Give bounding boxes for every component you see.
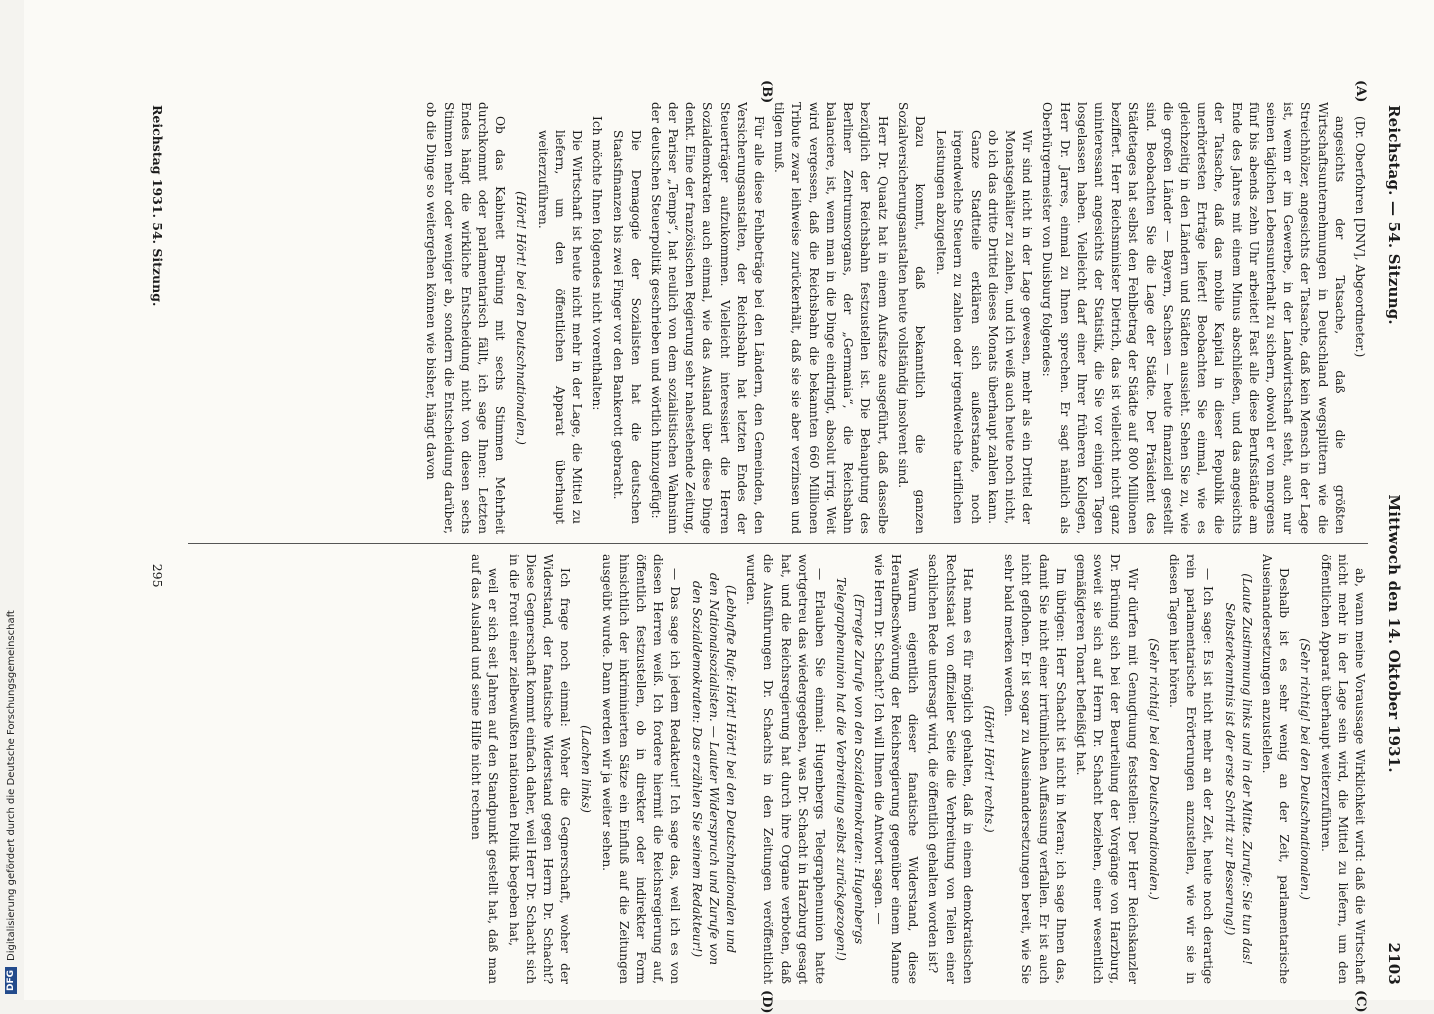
margin-marker-b: (B) [759,80,774,104]
paragraph: Deshalb ist es sehr wenig an der Zeit, parlamentarische Auseinandersetzungen anzustellen. [1259,554,1292,984]
paragraph: weil er sich seit Jahren auf den Standpunkt gestellt hat, daß man auf das Ausland und seine Hilfe nicht rechnen [469,554,501,984]
paragraph: ab, wann meine Voraussage Wirklichkeit wird: daß die Wirtschaft nicht mehr in der Lage sein wird, die Mittel zu liefern, um den öffentlichen Apparat überhaupt weiterzuführen. [1318,554,1367,984]
paragraph: — Das sage ich jedem Redakteur! Ich sage das, weil ich es von diesen Herren weiß. Ich fordere hiermit die Reichsregierung auf, öffentlich festzustellen, ob in direkter oder indirekter Form hinsichtlich der inkriminierten Sätze ein Einfluß auf die Zeitungen ausgeübt wurde. Dann werden wir ja weiter sehen. [599,554,683,984]
paragraph: Dazu kommt, daß bekanntlich die ganzen Sozialversicherungsanstalten heute vollständig insolvent sind. [895,102,927,534]
interjection: (Sehr richtig! bei den Deutschnationalen.) [1298,638,1313,900]
paragraph: Wir dürfen mit Genugtuung feststellen: Der Herr Reichskanzler Dr. Brüning sich bei der Beurteilung der Vorgänge von Harzburg, soweit sie sich auf Herrn Dr. Schacht beziehen, einer wesentlich gemäßigteren Tonart befleißigt hat. [1073,554,1140,984]
margin-marker-d: (D) [759,990,774,1014]
digitization-note: Digitalisierung gefördert durch die Deutsche Forschungsgemeinschaft [5,610,17,961]
column-divider [188,543,1368,544]
interjection: (Hört! Hört! bei den Deutschnationalen.) [514,191,529,445]
paragraph: Ob das Kabinett Brüning mit sechs Stimmen Mehrheit durchkommt oder parlamentarisch fällt, ich sage Ihnen: Letzten Endes hängt die wirkliche Entscheidung nicht von diesen sechs Stimmen mehr oder weniger ab, sondern die Entscheidung darüber, ob die Dinge so weitergehen können wie bisher, hängt davon [424,102,508,534]
right-column [188,554,1368,984]
interjection: (Erregte Zurufe von den Sozialdemokraten: Hugenbergs Telegraphenunion hat die Verbreitung selbst zurückgezogen!) [834,577,866,961]
interjection: (Lachen links) [579,725,594,813]
page-header [1382,105,1406,985]
quotation: Wir sind nicht in der Lage gewesen, mehr als ein Drittel der Monatsgehälter zu zahlen, und ich weiß auch heute noch nicht, ob ich das dritte Drittel dieses Monats überhaupt zahlen kann. Ganze Stadtteile erklären sich außerstande, noch irgendwelche Steuern zu zahlen oder irgendwelche tariflichen Leistungen abzugelten. [934,130,1035,524]
footer-sheet-number: 295 [150,563,166,588]
header-page-number: 2103 [1385,942,1403,985]
interjection: (Hört! Hört! rechts.) [981,705,996,833]
page-footer [147,105,169,985]
paragraph: — Ich sage: Es ist nicht mehr an der Zeit, heute noch derartige rein parlamentarische Erörterungen anzustellen, wie wir sie in diesen Tagen hier hören. [1166,554,1216,984]
digitization-stamp [0,0,24,1000]
margin-marker-c: (C) [1353,990,1368,1013]
left-column [188,102,1368,534]
paragraph: Herr Dr. Quaatz hat in einem Aufsatze ausgeführt, daß dasselbe bezüglich der Reichsbahn festzustellen ist. Die Behauptung des Berliner Zentrumsorgans, der „Germania“, die Reichsbahn balanciere, ist, wenn man in die Dinge eindringt, absolut irrig. Weit wird vergessen, daß die Reichsbahn die bekannten 660 Millionen Tribute zwar leihweise zurückerhält, daß sie sie aber verzinsen und tilgen muß. [772,102,890,534]
quotation: Die Wirtschaft ist heute nicht mehr in der Lage, die Mittel zu liefern, um den öffentlichen Apparat überhaupt weiterzuführen. [535,130,585,524]
footer-signature: Reichstag 1931. 54. Sitzung. [150,105,166,307]
header-date: Mittwoch den 14. Oktober 1931. [1385,494,1403,773]
quotation: Die Demagogie der Sozialisten hat die deutschen Staatsfinanzen bis zwei Finger vor den Bankerott gebracht. [611,130,643,524]
paragraph: — Erlauben Sie einmal: Hugenbergs Telegraphenunion hatte wortgetreu das wiedergegeben, was Dr. Schacht in Harzburg gesagt hat, und die Reichsregierung hat durch ihre Organe verboten, daß die Ausführungen Dr. Schachts in den Zeitungen veröffentlicht wurden. [744,554,828,984]
paragraph: Für alle diese Fehlbeträge bei den Ländern, den Gemeinden, den Versicherungsanstalten, der Reichsbahn hat letzten Endes der Steuerträger aufzukommen. Vielleicht interessiert die Herren Sozialdemokraten auch einmal, wie das Ausland über diese Dinge denkt. Eine der französischen Regierung sehr nahestehende Zeitung, der Pariser „Temps“, hat neulich von dem sozialistischen Wahnsinn der deutschen Steuerpolitik geschrieben und wörtlich hinzugefügt: [648,102,767,534]
paragraph: Im übrigen: Herr Schacht ist nicht in Meran; ich sage Ihnen das, damit Sie nicht einer irrtümlichen Auffassung verfallen. Er ist auch nicht geflohen. Er ist sogar zu Auseinandersetzungen bereit, wie Sie sehr bald merken werden. [1002,554,1068,984]
margin-marker-a: (A) [1353,80,1368,103]
header-session: Reichstag. — 54. Sitzung. [1385,105,1403,325]
paragraph: Ich frage noch einmal: Woher die Gegnerschaft, woher der Widerstand, der fanatische Widerstand gegen Herrn Dr. Schacht? Diese Gegnerschaft kommt einfach daher, weil Herr Dr. Schacht sich in die Front einer zielbewußten nationalen Politik begeben hat, [506,554,573,984]
paragraph: Ich möchte Ihnen folgendes nicht vorenthalten: [590,116,605,411]
interjection: (Lebhafte Rufe: Hört! Hört! bei den Deutschnationalen und den Nationalsozialisten. — Lauter Widerspruch und Zurufe von den Sozialdemokraten: Das erzählen Sie seinem Redakteur!) [689,572,739,966]
paragraph: (Dr. Oberfohren [DNV], Abgeordneter.) [1353,116,1367,358]
paragraph: angesichts der Tatsache, daß die größten Wirtschaftsunternehmungen in Deutschland wegsplittern wie die Streichhölzer, angesichts der Tatsache, daß kein Mensch in der Lage ist, wenn er im Gewerbe, in der Landwirtschaft steht, auch nur seinen täglichen Lebensunterhalt zu sichern, obwohl er von morgens fünf bis abends zehn Uhr arbeitet! Fast alle diese Berufsstände am Ende des Jahres mit einem Minus abschließen, und das angesichts der Tatsache, daß das mobile Kapital in dieser Republik die unerhörtesten Erträge liefert! Beobachten Sie einmal, wie es gleichzeitig in den Ländern und Städten aussieht. Sehen Sie zu, wie die großen Länder — Bayern, Sachsen — heute finanziell gestellt sind. Beobachten Sie die Lage der Städte. Der Präsident des Städtetages hat selbst den Fehlbetrag der Städte auf 800 Millionen beziffert. Herr Reichsminister Dietrich, das ist vielleicht nicht ganz uninteressant angesichts der Statistik, die Sie vor einigen Tagen losgelassen haben. Vielleicht darf einer Ihrer früheren Kollegen, Herr Dr. Jarres, einmal zu Ihnen sprechen. Er sagt nämlich als Oberbürgermeister von Duisburg folgendes: [1040,102,1347,534]
interjection: (Sehr richtig! bei den Deutschnationalen.) [1146,638,1161,900]
interjection: (Laute Zustimmung links und in der Mitte. Zurufe: Sie tun das! Selbsterkenntnis ist der erste Schritt zur Besserung!) [1222,573,1254,965]
paragraph: Warum eigentlich dieser fanatische Widerstand, diese Heraufbeschwörung der Reichsregierung gegenüber einem Manne wie Herrn Dr. Schacht? Ich will Ihnen die Antwort sagen. — [871,554,921,984]
paragraph: Hat man es für möglich gehalten, daß in einem demokratischen Rechtsstaat von offizieller Seite die Verbreitung von Teilen einer sachlichen Rede untersagt wird, die öffentlich gehalten worden ist? [926,554,975,984]
dfg-logo: DFG [5,967,17,994]
